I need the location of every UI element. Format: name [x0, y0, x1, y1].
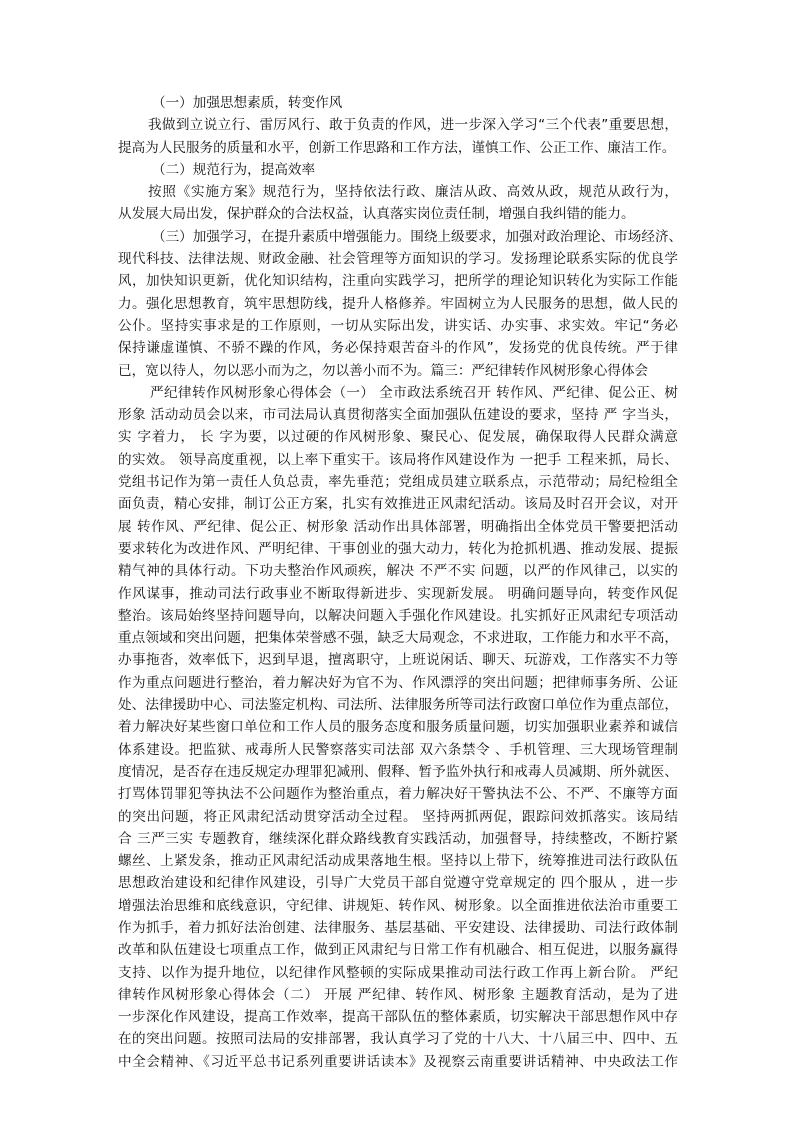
paragraph-line: 精气神的具体行动。下功夫整治作风顽疾，解决 不严不实 问题，以严的作风律己，以实的 — [118, 563, 678, 580]
paragraph-line: 现代科技、法律法规、财政金融、社会管理等方面知识的学习。发扬理论联系实际的优良学 — [118, 251, 678, 268]
paragraph-line: 保持谦虚谨慎、不骄不躁的作风，务必保持艰苦奋斗的作风”，发扬党的优良传统。严于律 — [118, 340, 678, 357]
paragraph-line: 办事拖沓，效率低下，迟到早退，擅离职守，上班说闲话、聊天、玩游戏，工作落实不力等 — [118, 652, 678, 669]
paragraph-line: 整治。该局始终坚持问题导向，以解决问题入手强化作风建设。扎实抓好正风肃纪专项活动 — [118, 607, 678, 624]
article-title-line: 严纪律转作风树形象心得体会（一） 全市政法系统召开 转作风、严纪律、促公正、树 — [150, 384, 678, 401]
paragraph-line: 党组书记作为第一责任人负总责，率先垂范；党组成员建立联系点，示范带动；局纪检组全 — [118, 474, 678, 491]
paragraph-line: 面负责，精心安排，制订公正方案，扎实有效推进正风肃纪活动。该局及时召开会议，对开 — [118, 496, 678, 513]
section-heading-3: （三）加强学习，在提升素质中增强能力。围绕上级要求，加强对政治理论、市场经济、 — [152, 228, 683, 245]
paragraph-line: 改革和队伍建设七项重点工作，做到正风肃纪与日常工作有机融合、相互促进，以服务赢得 — [118, 942, 678, 959]
paragraph-line: 打骂体罚罪犯等执法不公问题作为整治重点，着力解决好干警执法不公、不严、不廉等方面 — [118, 786, 678, 803]
paragraph-line: 律转作风树形象心得体会（二） 开展 严纪律、转作风、树形象 主题教育活动，是为了进 — [118, 986, 678, 1003]
paragraph-line: 体系建设。把监狱、戒毒所人民警察落实司法部 双六条禁令 、手机管理、三大现场管理制 — [118, 741, 678, 758]
paragraph-line: 一步深化作风建设，提高工作效率，提高干部队伍的整体素质，切实解决干部思想作风中存 — [118, 1009, 678, 1026]
paragraph-line: 形象 活动动员会以来，市司法局认真贯彻落实全面加强队伍建设的要求，坚持 严 字当头， — [118, 407, 678, 424]
paragraph-line: 度情况，是否存在违反规定办理罪犯减刑、假释、暂予监外执行和戒毒人员减期、所外就医、 — [118, 763, 678, 780]
paragraph-line: 按照《实施方案》规范行为，坚持依法行政、廉洁从政、高效从政，规范从政行为， — [148, 184, 678, 201]
document-body — [118, 92, 683, 1073]
paragraph-line: 作风谋事，推动司法行政事业不断取得新进步、实现新发展。 明确问题导向，转变作风促 — [118, 585, 678, 602]
paragraph-line: 实 字着力， 长 字为要，以过硬的作风树形象、聚民心、促发展，确保取得人民群众满意 — [118, 429, 678, 446]
paragraph-line: 我做到立说立行、雷厉风行、敢于负责的作风，进一步深入学习“三个代表”重要思想， — [148, 117, 678, 134]
paragraph-line: 风，加快知识更新，优化知识结构，注重向实践学习，把所学的理论知识转化为实际工作能 — [118, 273, 678, 290]
paragraph-line: 中全会精神、《习近平总书记系列重要讲话读本》及视察云南重要讲话精神、中央政法工作 — [118, 1053, 678, 1070]
paragraph-line: 从发展大局出发，保护群众的合法权益，认真落实岗位责任制，增强自我纠错的能力。 — [118, 206, 635, 223]
section-heading-1: （一）加强思想素质，转变作风 — [152, 95, 343, 111]
paragraph-line: 公仆。坚持实事求是的工作原则，一切从实际出发，讲实话、办实事、求实效。牢记“务必 — [118, 317, 678, 334]
paragraph-line: 的实效。 领导高度重视，以上率下重实干。该局将作风建设作为 一把手 工程来抓，局长、 — [118, 451, 678, 468]
paragraph-line: 增强法治思维和底线意识，守纪律、讲规矩、转作风、树形象。以全面推进依法治市重要工 — [118, 897, 678, 914]
paragraph-line: 已，宽以待人，勿以恶小而为之，勿以善小而不为。篇三：严纪律转作风树形象心得体会 — [118, 362, 649, 379]
section-heading-2: （二）规范行为，提高效率 — [152, 161, 316, 178]
paragraph-line: 提高为人民服务的质量和水平，创新工作思路和工作方法，谨慎工作、公正工作、廉洁工作。 — [118, 139, 676, 156]
paragraph-line: 着力解决好某些窗口单位和工作人员的服务态度和服务质量问题，切实加强职业素养和诚信 — [118, 719, 678, 736]
paragraph-line: 力。强化思想教育，筑牢思想防线，提升人格修养。牢固树立为人民服务的思想，做人民的 — [118, 295, 678, 312]
paragraph-line: 螺丝、上紧发条，推动正风肃纪活动成果落地生根。坚持以上带下，统筹推进司法行政队伍 — [118, 853, 678, 870]
paragraph-line: 作为重点问题进行整治，着力解决好为官不为、作风漂浮的突出问题；把律师事务所、公证 — [118, 674, 678, 691]
paragraph-line: 思想政治建设和纪律作风建设，引导广大党员干部自觉遵守党章规定的 四个服从 ，进一步 — [118, 875, 678, 892]
paragraph-line: 作为抓手，着力抓好法治创建、法律服务、基层基础、平安建设、法律援助、司法行政体制 — [118, 919, 678, 936]
paragraph-line: 处、法律援助中心、司法鉴定机构、司法所、法律服务所等司法行政窗口单位作为重点部位， — [118, 697, 678, 714]
paragraph-line: 在的突出问题。按照司法局的安排部署，我认真学习了党的十八大、十八届三中、四中、五 — [118, 1031, 678, 1048]
paragraph-line: 的突出问题，将正风肃纪活动贯穿活动全过程。 坚持两抓两促，跟踪问效抓落实。该局结 — [118, 808, 678, 825]
paragraph-line: 展 转作风、严纪律、促公正、树形象 活动作出具体部署，明确指出全体党员干警要把活动 — [118, 518, 678, 535]
paragraph-line: 要求转化为改进作风、严明纪律、干事创业的强大动力，转化为抢抓机遇、推动发展、提振 — [118, 540, 678, 557]
paragraph-line: 重点领域和突出问题，把集体荣誉感不强，缺乏大局观念，不求进取，工作能力和水平不高， — [118, 630, 678, 647]
paragraph-line: 支持、以作为提升地位，以纪律作风整顿的实际成果推动司法行政工作再上新台阶。 严纪 — [118, 964, 678, 981]
paragraph-line: 合 三严三实 专题教育，继续深化群众路线教育实践活动，加强督导，持续整改，不断拧紧 — [118, 830, 678, 847]
